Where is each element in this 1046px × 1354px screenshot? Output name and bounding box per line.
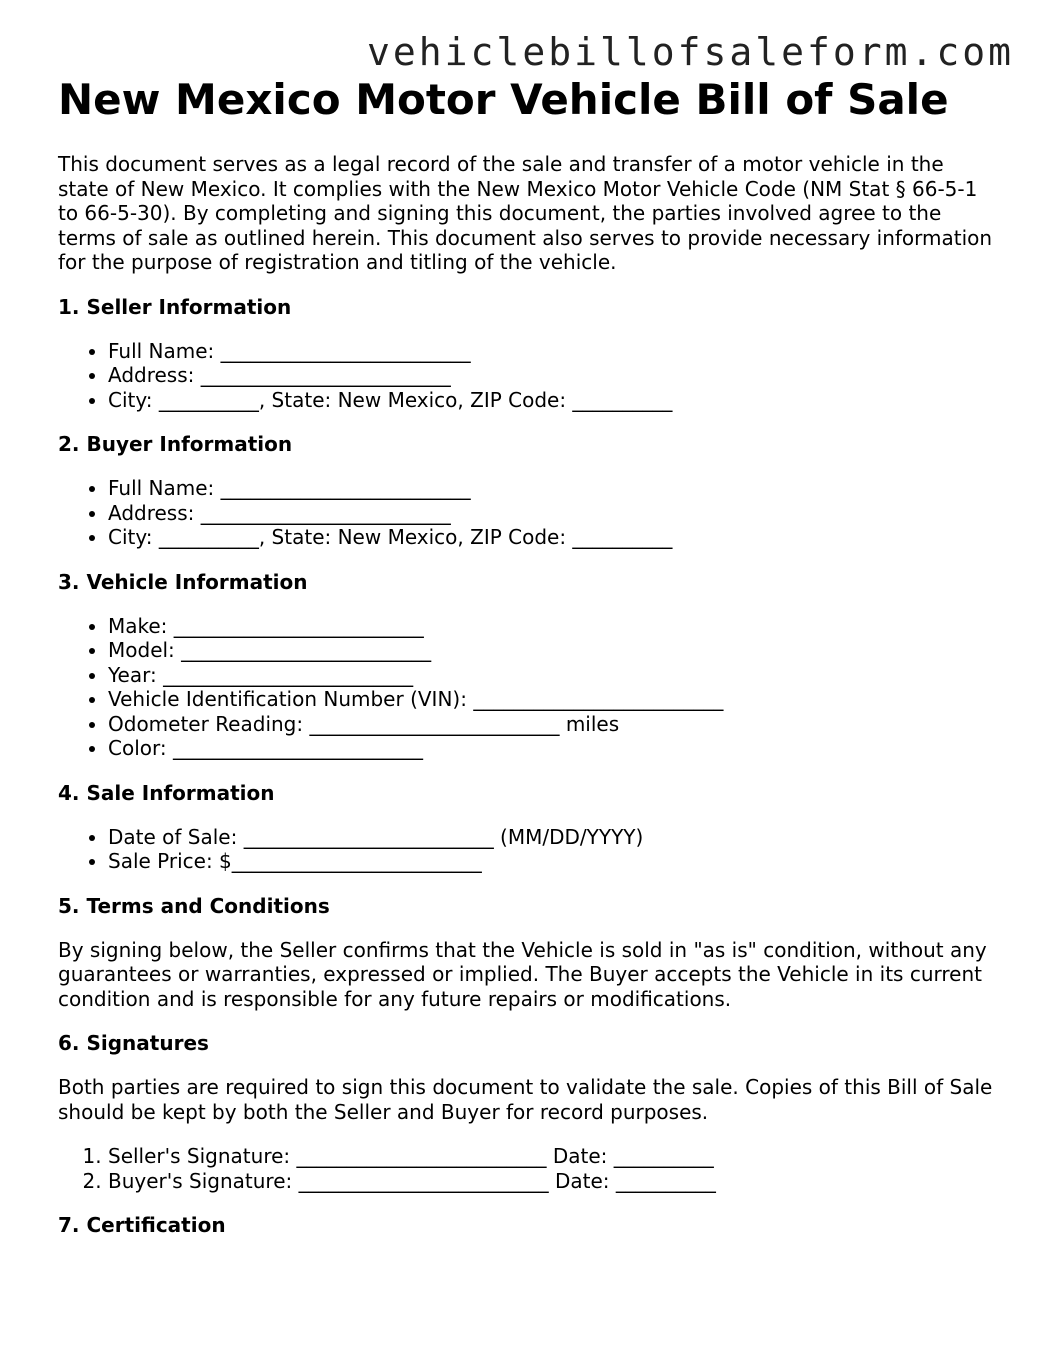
buyer-city-state-zip: • City: __________, State: New Mexico, ZIP Code: __________ (108, 525, 998, 550)
vehicle-odometer: • Odometer Reading: _________________________ miles (108, 712, 998, 737)
sale-date: • Date of Sale: _________________________ (MM/DD/YYYY) (108, 825, 998, 850)
site-watermark: vehiclebillofsaleform.com (367, 30, 1014, 74)
sale-price: • Sale Price: $_________________________ (108, 849, 998, 874)
vehicle-vin: • Vehicle Identification Number (VIN): _________________________ (108, 687, 998, 712)
signatures-heading: 6. Signatures (58, 1031, 209, 1055)
sale-list (58, 825, 998, 874)
signatures-paragraph: Both parties are required to sign this document to validate the sale. Copies of this Bill of Sale should be kept by both the Seller and Buyer for record purposes. (58, 1075, 993, 1124)
terms-heading: 5. Terms and Conditions (58, 893, 330, 918)
document-body (58, 76, 998, 1237)
certification-heading: 7. Certification (58, 1213, 226, 1237)
vehicle-year: • Year: _________________________ (108, 663, 998, 688)
seller-list (58, 339, 998, 413)
seller-address: • Address: _________________________ (108, 363, 998, 388)
seller-full-name: • Full Name: _________________________ (108, 339, 998, 364)
seller-heading: 1. Seller Information (58, 294, 292, 319)
terms-paragraph: By signing below, the Seller confirms that the Vehicle is sold in "as is" condition, without any guarantees or warranties, expressed or implied. The Buyer accepts the Vehicle in its current condition and is responsible for any future repairs or modifications. (58, 937, 987, 1011)
seller-signature-line: 1. Seller's Signature: _________________________ Date: __________ (108, 1144, 998, 1169)
buyer-list (58, 476, 998, 550)
intro-paragraph: This document serves as a legal record of the sale and transfer of a motor vehicle in the state of New Mexico. It complies with the New Mexico Motor Vehicle Code (NM Stat § 66-5-1 to 66-5-30). By completing and signing this document, the parties involved agree to the terms of sale as outlined herein. This document also serves to provide necessary information for the purpose of registration and titling of the vehicle. (58, 152, 993, 274)
vehicle-make: • Make: _________________________ (108, 614, 998, 639)
vehicle-list (58, 614, 998, 761)
buyer-signature-line: 2. Buyer's Signature: _________________________ Date: __________ (108, 1169, 998, 1194)
vehicle-color: • Color: _________________________ (108, 736, 998, 761)
buyer-heading: 2. Buyer Information (58, 432, 293, 456)
signatures-list (58, 1144, 998, 1193)
seller-city-state-zip: • City: __________, State: New Mexico, ZIP Code: __________ (108, 388, 998, 413)
page-title: New Mexico Motor Vehicle Bill of Sale (58, 75, 949, 124)
buyer-full-name: • Full Name: _________________________ (108, 476, 998, 501)
sale-heading: 4. Sale Information (58, 780, 275, 805)
vehicle-model: • Model: _________________________ (108, 638, 998, 663)
vehicle-heading: 3. Vehicle Information (58, 569, 308, 594)
buyer-address: • Address: _________________________ (108, 501, 998, 526)
